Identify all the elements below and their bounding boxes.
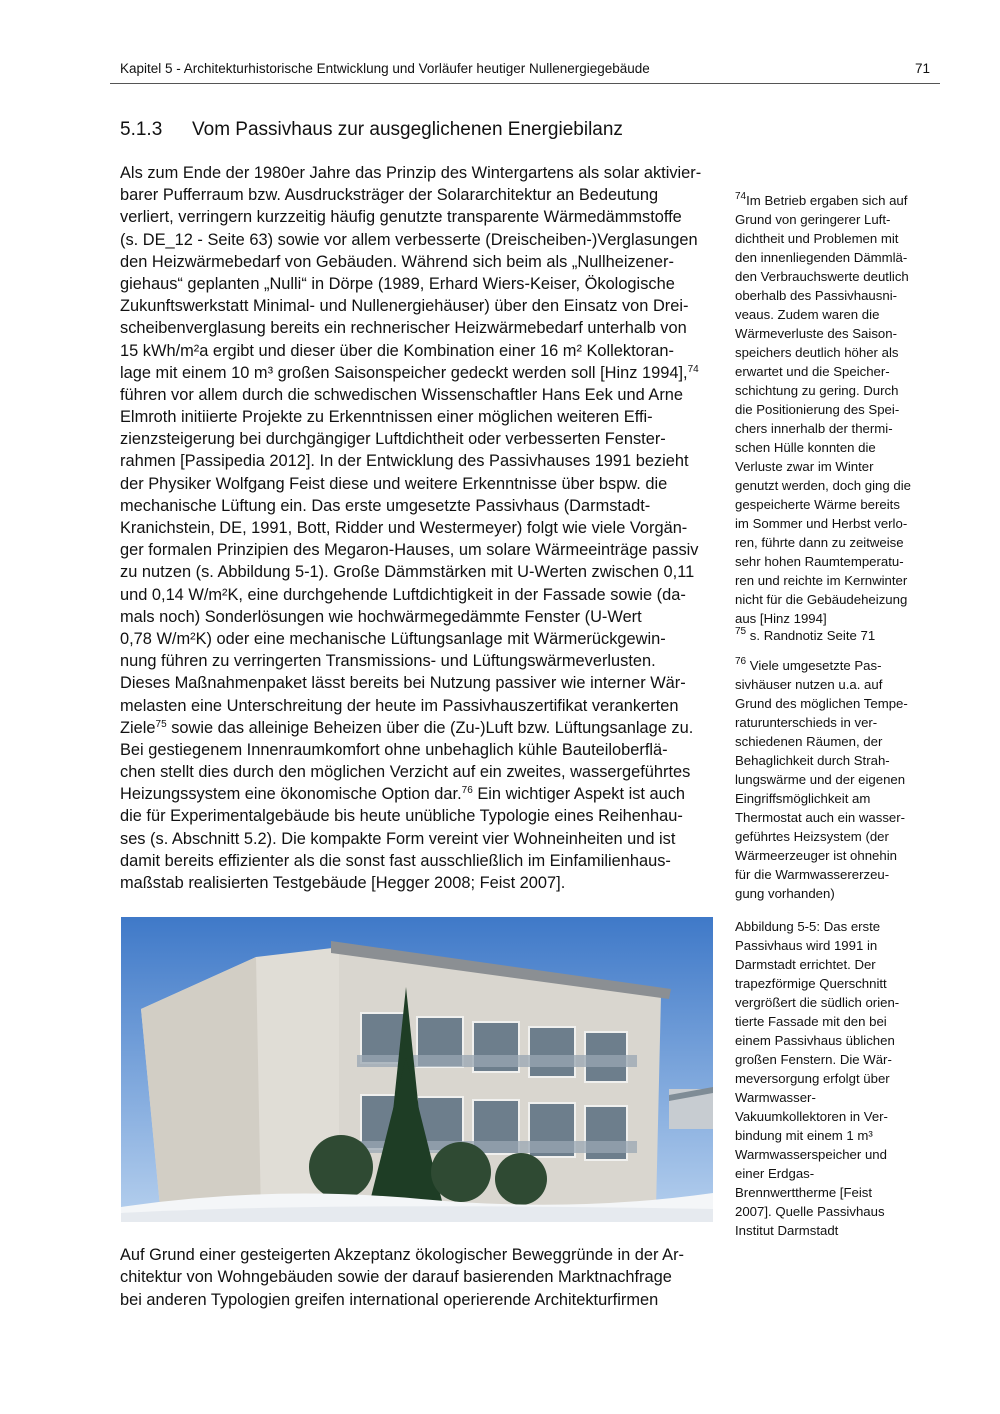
caption-line: bindung mit einem 1 m³ xyxy=(735,1128,873,1143)
footnote-line: für die Warmwassererzeu- xyxy=(735,867,890,882)
text-line: 15 kWh/m²a ergibt und dieser über die Kombination einer 16 m² Kollektoran- xyxy=(120,341,674,360)
text-segment: sowie das alleinige Beheizen über die (Zu-)Luft bzw. Lüftungsanlage zu. xyxy=(166,718,694,737)
caption-line: Vakuumkollektoren in Ver- xyxy=(735,1109,888,1124)
text-line: nung führen zu verringerten Transmissions- und Lüftungswärmeverlusten. xyxy=(120,652,656,671)
running-title: Kapitel 5 - Architekturhistorische Entwicklung und Vorläufer heutiger Nullenergiegebäude xyxy=(120,61,650,76)
footnote-line: chers innerhalb der thermi- xyxy=(735,421,893,436)
text-line: zu nutzen (s. Abbildung 5-1). Große Dämmstärken mit U-Werten zwischen 0,11 xyxy=(120,563,695,582)
section-title: Vom Passivhaus zur ausgeglichenen Energiebilanz xyxy=(192,119,623,140)
text-line: chitektur von Wohngebäuden sowie der darauf basierenden Marktnachfrage xyxy=(120,1268,672,1287)
footnote-line: die Positionierung des Spei- xyxy=(735,402,900,417)
footnote-line: gung vorhanden) xyxy=(735,886,835,901)
footnote-line xyxy=(735,191,935,210)
footnote-line: lungswärme und der eigenen xyxy=(735,772,906,787)
footnote-line: Thermostat auch ein wasser- xyxy=(735,810,906,825)
footnote-marker: 74 xyxy=(735,191,747,202)
footnote-line: genutzt werden, doch ging die xyxy=(735,478,911,493)
footnote-line: den innenliegenden Dämmlä- xyxy=(735,250,908,265)
text-segment: lage mit einem 10 m³ großen Saisonspeicher gedeckt werden soll [Hinz 1994], xyxy=(120,363,688,382)
footnote-line: nicht für die Gebäudeheizung xyxy=(735,592,908,607)
footnote-line: dichtheit und Problemen mit xyxy=(735,231,899,246)
footnote-line: Verluste zwar im Winter xyxy=(735,459,874,474)
text-line: führen vor allem durch die schwedischen Wissenschaftler Hans Eek und Arne xyxy=(120,385,684,404)
footnote-line: speichers deutlich höher als xyxy=(735,345,899,360)
caption-line: Warmwasser- xyxy=(735,1090,816,1105)
caption-line: meversorgung erfolgt über xyxy=(735,1071,890,1086)
footnote-line: Wärmeerzeuger ist ohnehin xyxy=(735,848,897,863)
footnote-line xyxy=(735,626,935,645)
footnote-line: veaus. Zudem waren die xyxy=(735,307,880,322)
footnote-line: Eingriffsmöglichkeit am xyxy=(735,791,871,806)
footnote-line: Grund des möglichen Tempe- xyxy=(735,696,908,711)
text-line: Zukunftswerkstatt Minimal- und Nullenergiehäuser) über den Einsatz von Drei- xyxy=(120,297,689,316)
caption-line: Darmstadt errichtet. Der xyxy=(735,957,876,972)
caption-line: Brennwerttherme [Feist xyxy=(735,1185,873,1200)
text-line: mechanische Lüftung ein. Das erste umgesetzte Passivhaus (Darmstadt- xyxy=(120,496,651,515)
caption-line: Institut Darmstadt xyxy=(735,1223,839,1238)
text-line: Dieses Maßnahmenpaket lässt bereits bei Nutzung passiver wie interner Wär- xyxy=(120,674,686,693)
text-line: mals noch) Sonderlösungen wie hochwärmegedämmte Fenster (U-Wert xyxy=(120,607,642,626)
text-line: Als zum Ende der 1980er Jahre das Prinzip des Wintergartens als solar aktivier- xyxy=(120,164,702,182)
text-line: chen stellt dies durch den möglichen Verzicht auf ein zweites, wassergeführtes xyxy=(120,763,691,782)
caption-line: tierte Fassade mit den bei xyxy=(735,1014,887,1029)
footnote-line: ren und reichte im Kernwinter xyxy=(735,573,908,588)
text-line: der Physiker Wolfgang Feist diese und weitere Erkenntnisse über bspw. die xyxy=(120,474,668,493)
page-header xyxy=(110,61,940,84)
section-heading xyxy=(120,119,623,141)
footnote-line: raturunterschieds in ver- xyxy=(735,715,878,730)
text-line: bei anderen Typologien greifen international operierende Architekturfirmen xyxy=(120,1290,659,1309)
footnote-line: ren, führte dann zu zeitweise xyxy=(735,535,904,550)
bottom-text xyxy=(120,1244,684,1311)
text-line: zienzsteigerung bei durchgängiger Luftdichtheit oder verbesserten Fenster- xyxy=(120,430,666,449)
text-segment: Im Betrieb ergaben sich auf xyxy=(746,193,908,208)
footnote-line: schiedenen Räumen, der xyxy=(735,734,883,749)
text-line: Elmroth initiierte Projekte zu Erkenntnissen einer möglichen weiteren Effi- xyxy=(120,408,653,427)
text-segment: Ein wichtiger Aspekt ist auch xyxy=(472,785,686,804)
footnote-74 xyxy=(735,191,935,628)
footnote-line: oberhalb des Passivhausni- xyxy=(735,288,898,303)
footnote-ref-75[interactable]: 75 xyxy=(155,718,167,730)
text-line: die für Experimentalgebäude bis heute unübliche Typologie eines Reihenhau- xyxy=(120,807,683,826)
footnote-marker: 76 xyxy=(735,656,747,667)
text-line: damit bereits effizienter als die sonst fast ausschließlich im Einfamilienhaus- xyxy=(120,851,671,870)
text-line: (s. DE_12 - Seite 63) sowie vor allem verbesserte (Dreischeiben-)Verglasungen xyxy=(120,230,698,249)
footnote-76 xyxy=(735,656,935,903)
section-number: 5.1.3 xyxy=(120,119,163,140)
text-line: Auf Grund einer gesteigerten Akzeptanz ökologischer Beweggründe in der Ar- xyxy=(120,1246,684,1264)
text-line: den Heizwärmebedarf von Gebäuden. Während sich beim als „Nullheizener- xyxy=(120,252,674,271)
footnote-line: sivhäuser nutzen u.a. auf xyxy=(735,677,883,692)
caption-line: trapezförmige Querschnitt xyxy=(735,976,887,991)
text-line: rahmen [Passipedia 2012]. In der Entwicklung des Passivhauses 1991 bezieht xyxy=(120,452,689,471)
caption-line: großen Fenstern. Die Wär- xyxy=(735,1052,892,1067)
footnote-line xyxy=(735,656,935,675)
footnote-line: im Sommer und Herbst verlo- xyxy=(735,516,908,531)
footnote-line: den Verbrauchswerte deutlich xyxy=(735,269,909,284)
footnote-line: gespeicherte Wärme bereits xyxy=(735,497,900,512)
caption-line: einer Erdgas- xyxy=(735,1166,815,1181)
caption-line: Passivhaus wird 1991 in xyxy=(735,938,878,953)
figure-caption xyxy=(735,917,935,1240)
text-line: 0,78 W/m²K) oder eine mechanische Lüftungsanlage mit Wärmerückgewin- xyxy=(120,629,666,648)
text-line: giehaus“ geplanten „Nulli“ in Dörpe (1989, Erhard Wiers-Keiser, Ökologische xyxy=(120,274,675,293)
text-line: barer Pufferraum bzw. Ausdrucksträger der Solararchitektur an Bedeutung xyxy=(120,186,659,205)
text-segment: Ziele xyxy=(120,718,156,737)
page-number: 71 xyxy=(914,61,930,76)
caption-line: Warmwasserspeicher und xyxy=(735,1147,887,1162)
footnote-line: geführtes Heizsystem (der xyxy=(735,829,889,844)
text-line: Bei gestiegenem Innenraumkomfort ohne unbehaglich kühle Bauteiloberflä- xyxy=(120,740,668,759)
footnote-line: Wärmeverluste des Saison- xyxy=(735,326,897,341)
footnote-ref-74[interactable]: 74 xyxy=(687,363,699,375)
footnote-ref-76[interactable]: 76 xyxy=(461,785,473,797)
footnote-marker: 75 xyxy=(735,626,747,637)
footnote-line: Behaglichkeit durch Strah- xyxy=(735,753,890,768)
text-line: maßstab realisierten Testgebäude [Hegger 2008; Feist 2007]. xyxy=(120,874,566,892)
text-line xyxy=(120,717,720,739)
caption-line: vergrößert die südlich orien- xyxy=(735,995,900,1010)
body-text xyxy=(120,162,720,894)
footnote-75 xyxy=(735,626,935,645)
footnote-line: sehr hohen Raumtemperatu- xyxy=(735,554,904,569)
text-line: Kranichstein, DE, 1991, Bott, Ridder und Westermeyer) folgt wie viele Vorgän- xyxy=(120,519,688,537)
text-line: ses (s. Abschnitt 5.2). Die kompakte Form vereint vier Wohneinheiten und ist xyxy=(120,829,676,848)
passivhaus-photo xyxy=(121,917,713,1222)
caption-line: 2007]. Quelle Passivhaus xyxy=(735,1204,885,1219)
text-line xyxy=(120,362,720,384)
footnote-line: schen Hülle konnten die xyxy=(735,440,876,455)
text-line xyxy=(120,783,720,805)
footnote-line: erwartet und die Speicher- xyxy=(735,364,890,379)
footnote-line: schichtung zu gering. Durch xyxy=(735,383,899,398)
text-line: verliert, verringern kurzzeitig häufig genutzte transparente Wärmedämmstoffe xyxy=(120,208,682,227)
footnote-line: Grund von geringerer Luft- xyxy=(735,212,891,227)
text-segment: s. Randnotiz Seite 71 xyxy=(749,628,876,643)
text-line: scheibenverglasung bereits ein rechnerischer Heizwärmebedarf unterhalb von xyxy=(120,319,687,338)
text-segment: Heizungssystem eine ökonomische Option dar. xyxy=(120,785,462,804)
footnote-line: aus [Hinz 1994] xyxy=(735,611,827,626)
text-line: und 0,14 W/m²K, eine durchgehende Luftdichtigkeit in der Fassade sowie (da- xyxy=(120,585,686,604)
text-line: ger formalen Prinzipien des Megaron-Hauses, um solare Wärmeeinträge passiv xyxy=(120,541,699,560)
text-segment: Viele umgesetzte Pas- xyxy=(749,658,882,673)
text-line: melasten eine Unterschreitung der heute im Passivhauszertifikat verankerten xyxy=(120,696,679,715)
caption-line: einem Passivhaus üblichen xyxy=(735,1033,895,1048)
caption-line: Abbildung 5-5: Das erste xyxy=(735,919,881,934)
